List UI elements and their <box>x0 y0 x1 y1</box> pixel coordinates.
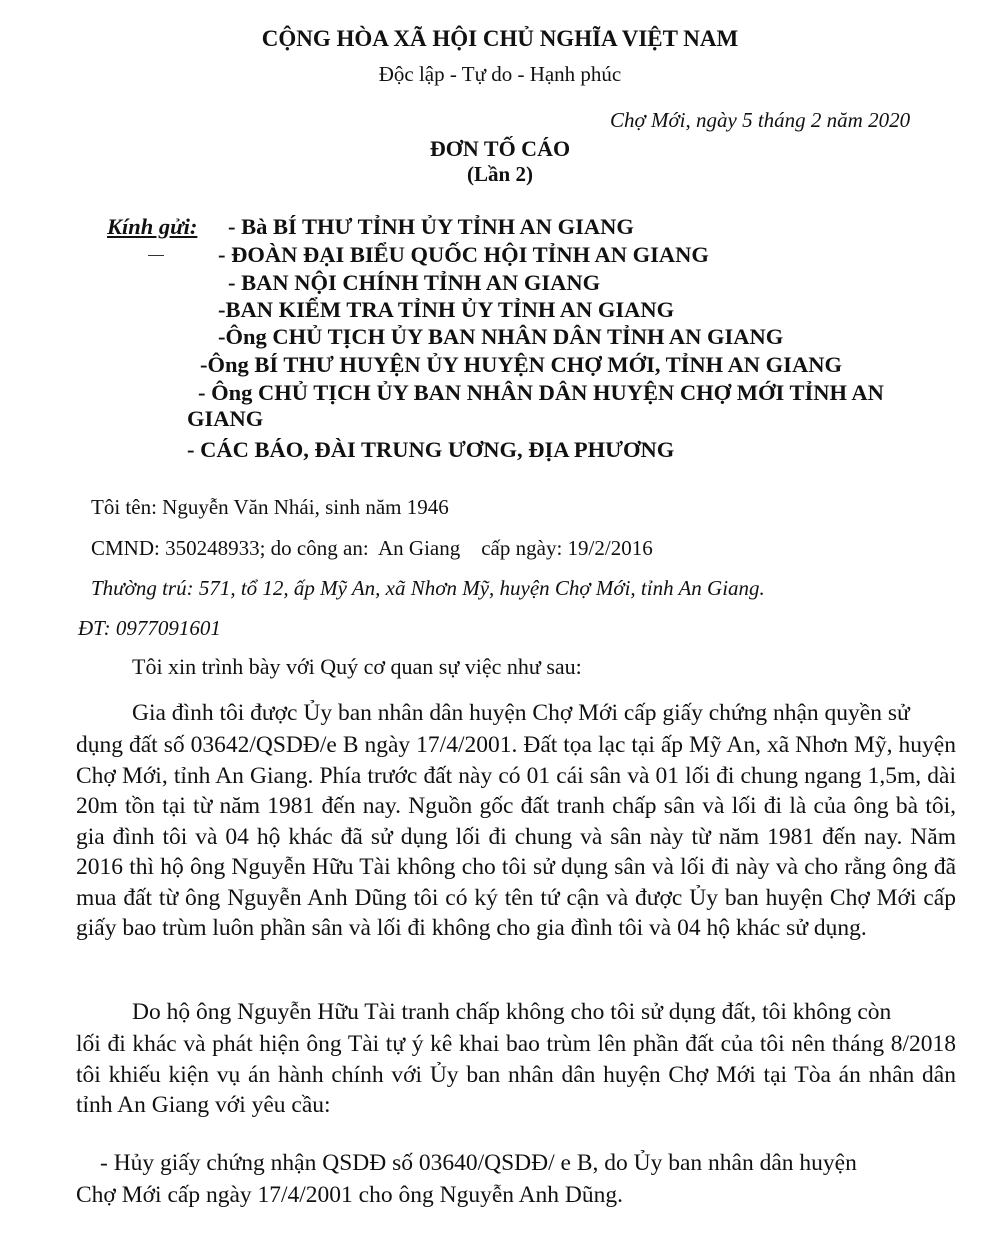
recipient-item: - Bà BÍ THƯ TỈNH ỦY TỈNH AN GIANG <box>228 214 634 239</box>
document-title: ĐƠN TỐ CÁO <box>429 136 571 161</box>
recipient-item: -Ông CHỦ TỊCH ỦY BAN NHÂN DÂN TỈNH AN GIANG <box>218 324 784 349</box>
request-item-line-2: Chợ Mới cấp ngày 17/4/2001 cho ông Nguyễn Anh Dũng. <box>76 1182 624 1208</box>
recipient-item: GIANG <box>187 406 264 431</box>
sender-name: Tôi tên: Nguyễn Văn Nhái, sinh năm 1946 <box>91 495 449 519</box>
recipient-item: - Ông CHỦ TỊCH ỦY BAN NHÂN DÂN HUYỆN CHỢ MỚI TỈNH AN <box>198 380 884 405</box>
sender-phone: ĐT: 0977091601 <box>78 616 221 640</box>
handwritten-mark <box>148 255 164 256</box>
paragraph-2-first-line: Do hộ ông Nguyễn Hữu Tài tranh chấp không cho tôi sử dụng đất, tôi không còn <box>132 999 892 1025</box>
recipient-item: - CÁC BÁO, ĐÀI TRUNG ƯƠNG, ĐỊA PHƯƠNG <box>187 437 675 462</box>
recipient-item: - BAN NỘI CHÍNH TỈNH AN GIANG <box>228 270 601 295</box>
paragraph-1-body: dụng đất số 03642/QSDĐ/e B ngày 17/4/2001. Đất tọa lạc tại ấp Mỹ An, xã Nhơn Mỹ, huyện Chợ Mới, tỉnh An Giang. Phía trước đất này có 01 cái sân và 01 lối đi chung ngang 1,5m, dài 20m tồn tại từ năm 1981 đến nay. Nguồn gốc đất tranh chấp sân và lối đi là của ông bà tôi, gia đình tôi và 04 hộ khác đã sử dụng lối đi chung và sân này từ năm 1981 đến nay. Năm 2016 thì hộ ông Nguyễn Hữu Tài không cho tôi sử dụng sân và lối đi này và cho rằng ông đã mua đất từ ông Nguyễn Anh Dũng tôi có ký tên tứ cận và được Ủy ban huyện Chợ Mới cấp giấy bao trùm luôn phần sân và lối đi không cho gia đình tôi và 04 hộ khác sử dụng. <box>76 732 956 941</box>
recipient-item: - ĐOÀN ĐẠI BIỂU QUỐC HỘI TỈNH AN GIANG <box>218 242 709 267</box>
paragraph-1-first-line: Gia đình tôi được Ủy ban nhân dân huyện Chợ Mới cấp giấy chứng nhận quyền sử <box>132 700 910 726</box>
document-subtitle: (Lần 2) <box>467 162 533 186</box>
recipients-label: Kính gửi: <box>107 214 198 239</box>
sender-address: Thường trú: 571, tổ 12, ấp Mỹ An, xã Nhơn Mỹ, huyện Chợ Mới, tỉnh An Giang. <box>91 576 765 600</box>
place-date: Chợ Mới, ngày 5 tháng 2 năm 2020 <box>610 108 911 132</box>
recipient-item: -BAN KIỂM TRA TỈNH ỦY TỈNH AN GIANG <box>218 297 675 322</box>
request-item-line-1: - Hủy giấy chứng nhận QSDĐ số 03640/QSDĐ/ e B, do Ủy ban nhân dân huyện <box>100 1150 857 1176</box>
sender-id: CMND: 350248933; do công an: An Giang cấp ngày: 19/2/2016 <box>91 536 653 560</box>
paragraph-2-body: lối đi khác và phát hiện ông Tài tự ý kê khai bao trùm lên phần đất của tôi nên tháng 8/2018 tôi khiếu kiện vụ án hành chính với Ủy ban nhân dân huyện Chợ Mới tại Tòa án nhân dân tỉnh An Giang với yêu cầu: <box>76 1031 956 1118</box>
country-heading: CỘNG HÒA XÃ HỘI CHỦ NGHĨA VIỆT NAM <box>261 26 739 51</box>
motto: Độc lập - Tự do - Hạnh phúc <box>378 62 622 86</box>
intro-text: Tôi xin trình bày với Quý cơ quan sự việc như sau: <box>132 654 582 679</box>
recipient-item: -Ông BÍ THƯ HUYỆN ỦY HUYỆN CHỢ MỚI, TỈNH AN GIANG <box>200 352 842 377</box>
